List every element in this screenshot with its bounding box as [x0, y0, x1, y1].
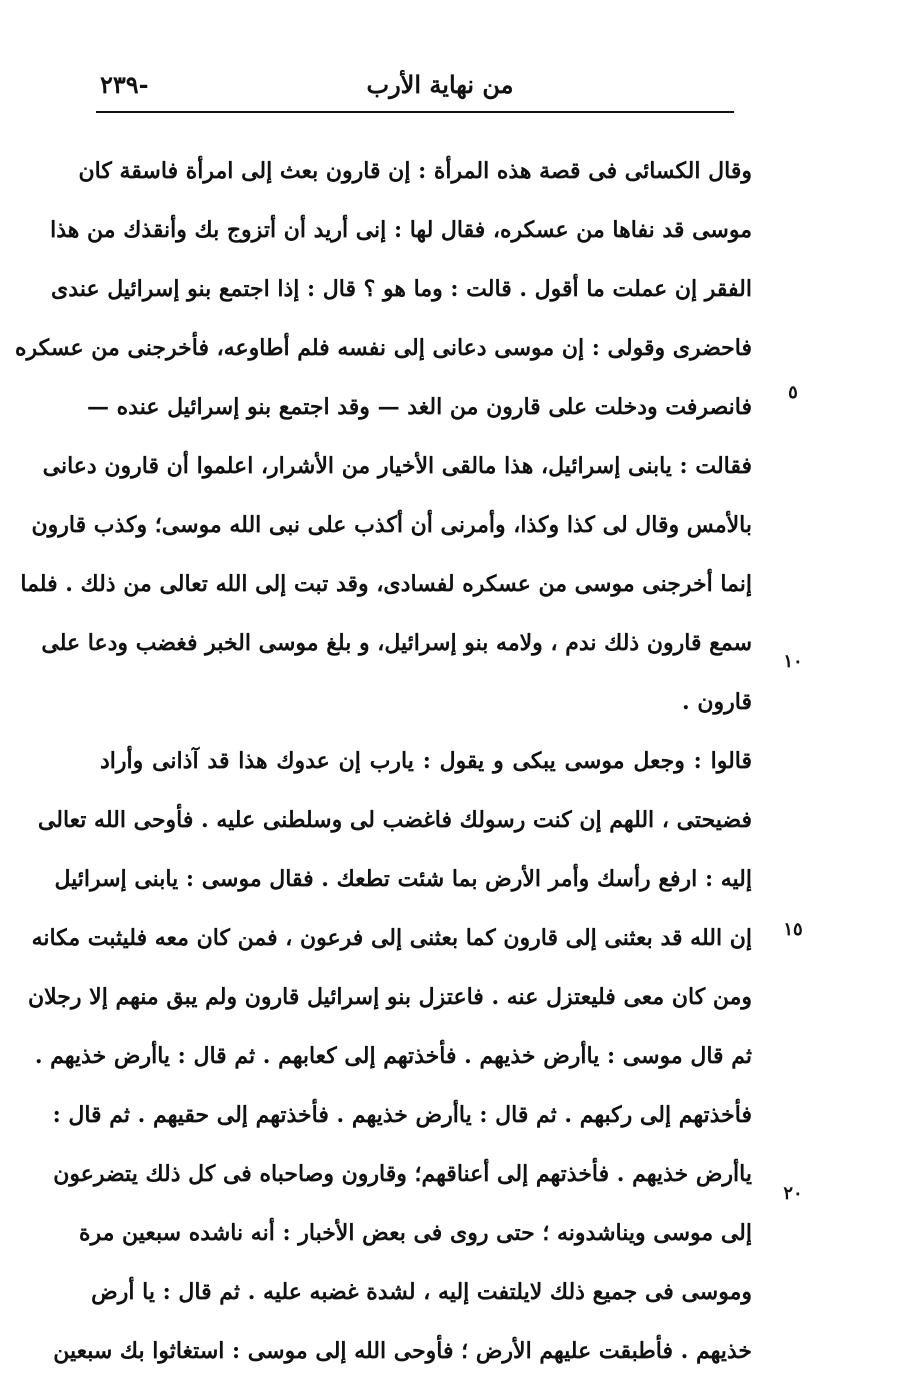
running-title: من نهاية الأرب — [366, 70, 514, 99]
text-line: إليه : ارفع رأسك وأمر الأرض بما شئت تطعك . فقال موسى : يابنى إسرائيل — [54, 866, 752, 892]
line-number-marker: ١٥ — [783, 919, 803, 940]
line-number-marker: ١٠ — [783, 651, 803, 672]
text-line: إنما أخرجنى موسى من عسكره لفسادى، وقد تبت إلى الله تعالى من ذلك . فلما — [20, 571, 752, 597]
body-text — [15, 142, 752, 1381]
header-rule — [96, 111, 734, 113]
text-line: موسى قد نفاها من عسكره، فقال لها : إنى أريد أن أتزوج بك وأنقذك من هذا — [50, 217, 752, 243]
text-line: ياأرض خذيهم . فأخذتهم إلى أعناقهم؛ وقارون وصاحباه فى كل ذلك يتضرعون — [53, 1161, 752, 1187]
text-line: بالأمس وقال لى كذا وكذا، وأمرنى أن أكذب على نبى الله موسى؛ وكذب قارون — [31, 512, 752, 538]
text-line: قالوا : وجعل موسى يبكى و يقول : يارب إن عدوك هذا قد آذانى وأراد — [100, 748, 752, 774]
text-line: فانصرفت ودخلت على قارون من الغد — وقد اجتمع بنو إسرائيل عنده — — [86, 394, 752, 420]
text-line: ثم قال موسى : ياأرض خذيهم . فأخذتهم إلى كعابهم . ثم قال : ياأرض خذيهم . — [34, 1043, 752, 1069]
text-line: وموسى فى جميع ذلك لايلتفت إليه ، لشدة غضبه عليه . ثم قال : يا أرض — [91, 1279, 752, 1305]
text-line: إلى موسى ويناشدونه ؛ حتى روى فى بعض الأخبار : أنه ناشده سبعين مرة — [78, 1220, 752, 1246]
line-number-marker: ٢٠ — [783, 1183, 803, 1204]
text-line: خذيهم . فأطبقت عليهم الأرض ؛ فأوحى الله إلى موسى : استغاثوا بك سبعين — [53, 1338, 752, 1364]
text-line: الفقر إن عملت ما أقول . قالت : وما هو ؟ قال : إذا اجتمع بنو إسرائيل عندى — [51, 276, 752, 302]
text-line: ومن كان معى فليعتزل عنه . فاعتزل بنو إسرائيل قارون ولم يبق منهم إلا رجلان — [27, 984, 752, 1010]
text-line: إن الله قد بعثنى إلى قارون كما بعثنى إلى فرعون ، فمن كان معه فليثبت مكانه — [31, 925, 752, 951]
text-line: فضيحتى ، اللهم إن كنت رسولك فاغضب لى وسلطنى عليه . فأوحى الله تعالى — [37, 807, 752, 833]
text-line: فأخذتهم إلى ركبهم . ثم قال : ياأرض خذيهم . فأخذتهم إلى حقيهم . ثم قال : — [52, 1102, 752, 1128]
text-line: سمع قارون ذلك ندم ، ولامه بنو إسرائيل، و بلغ موسى الخبر فغضب ودعا على — [41, 630, 752, 656]
text-line: فقالت : يابنى إسرائيل، هذا مالقى الأخيار من الأشرار، اعلموا أن قارون دعانى — [42, 453, 752, 479]
text-line: فاحضرى وقولى : إن موسى دعانى إلى نفسه فلم أطاوعه، فأخرجنى من عسكره — [15, 335, 752, 361]
text-line: وقال الكسائى فى قصة هذه المرأة : إن قارون بعث إلى امرأة فاسقة كان — [78, 158, 752, 184]
text-line: قارون . — [682, 689, 752, 715]
line-number-marker: ٥ — [788, 382, 798, 403]
page-number: -٢٣٩ — [100, 70, 149, 99]
page-header — [100, 62, 780, 112]
